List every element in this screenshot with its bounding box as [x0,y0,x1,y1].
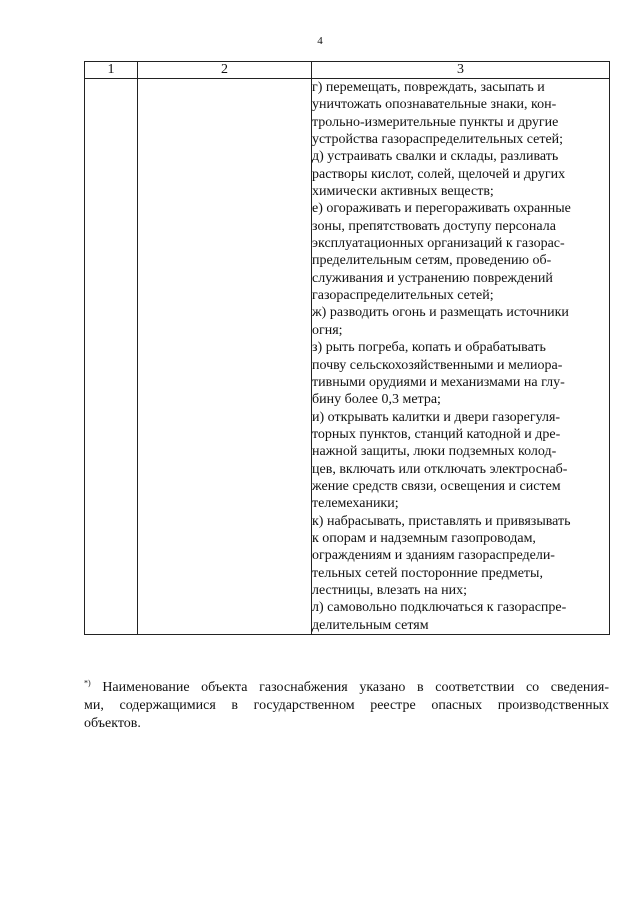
table-cell-line: е) огораживать и перегораживать охранные [312,201,571,217]
table-cell-line: газораспределительных сетей; [312,288,494,304]
table-cell-line: ж) разводить огонь и размещать источники [312,305,569,321]
table-cell-line: почву сельскохозяйственными и мелиора- [312,357,563,373]
table-cell-line: делительным сетям [312,617,429,633]
footnote-line: объектов. [84,716,141,731]
page-number: 4 [317,35,323,47]
table-cell-line: г) перемещать, повреждать, засыпать и [312,80,545,95]
table-cell-line: зоны, препятствовать доступу персонала [312,218,556,234]
table-header-row [85,62,610,79]
footnote-mark: *) [84,678,91,688]
table-cell-line: устройства газораспределительных сетей; [312,132,564,148]
table-cell-line: тельных сетей посторонние предметы, [312,565,543,581]
column-header-2: 2 [138,62,312,79]
footnote-text: Наименование объекта газоснабжения указано в соответствии со сведения- [102,680,610,695]
table-cell-line: з) рыть погреба, копать и обрабатывать [312,340,546,356]
table-cell-line: растворы кислот, солей, щелочей и других [312,166,566,182]
table-cell-line: лестницы, влезать на них; [312,582,468,598]
table-cell-line: трольно-измерительные пункты и другие [312,114,559,130]
column-header-3: 3 [312,62,610,79]
table-cell-line: торных пунктов, станций катодной и дре- [312,426,561,442]
table-cell-line: жение средств связи, освещения и систем [312,478,561,494]
restrictions-table [84,61,610,635]
table-cell-line: пределительным сетям, проведению об- [312,253,552,269]
table-cell-line: л) самовольно подключаться к газораспре- [312,600,567,616]
table-cell-line: ограждениям и зданиям газораспредели- [312,548,555,564]
table-cell-line: к опорам и надземным газопроводам, [312,530,536,546]
footnote-line [84,679,609,697]
table-cell-line: цев, включать или отключать электроснаб- [312,461,568,477]
table-cell-line: уничтожать опознавательные знаки, кон- [312,97,557,113]
table-cell-line: к) набрасывать, приставлять и привязывать [312,513,571,529]
table-cell-line: эксплуатационных организаций к газорас- [312,236,565,252]
table-cell-line: огня; [312,322,343,338]
table-cell-line: химически активных веществ; [312,184,494,200]
table-cell-line: нажной защиты, люки подземных колод- [312,444,557,460]
table-cell-line: тивными орудиями и механизмами на глу- [312,374,565,390]
table-cell-col1 [85,79,138,635]
table-cell-line: служивания и устранению повреждений [312,270,553,286]
table-cell-col2 [138,79,312,635]
table-cell-line: д) устраивать свалки и склады, разливать [312,149,559,165]
table-row [85,79,610,635]
table-cell-col3 [312,79,610,635]
table-cell-line: бину более 0,3 метра; [312,392,441,408]
table-cell-line: телемеханики; [312,496,399,512]
column-header-1: 1 [85,62,138,79]
footnote-line: ми, содержащимися в государственном реестре опасных производственных [84,698,609,713]
footnote [84,679,609,733]
table-cell-line: и) открывать калитки и двери газорегуля- [312,409,561,425]
